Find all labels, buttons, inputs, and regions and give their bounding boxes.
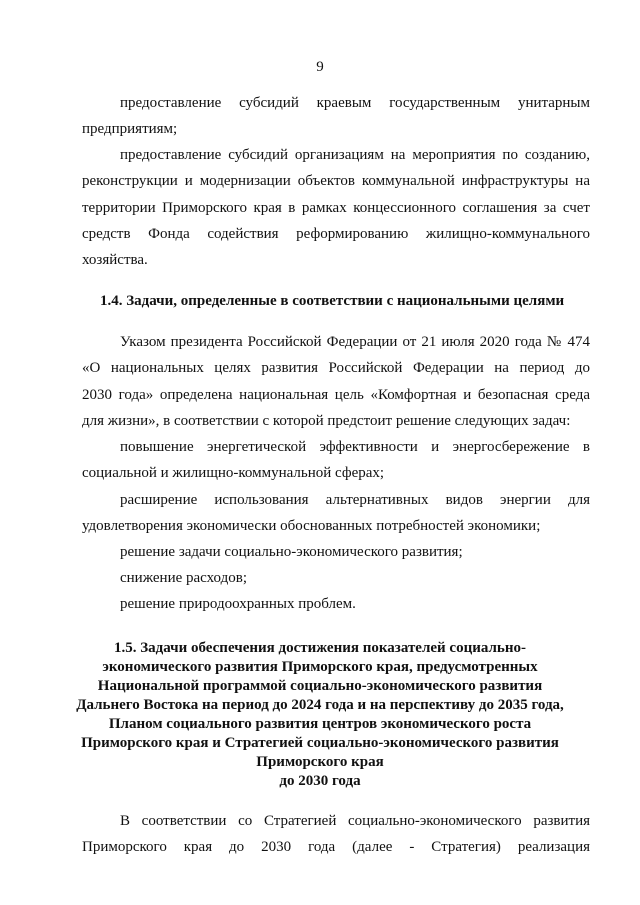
text-line: Приморского края до 2030 года (далее - Стратегия) реализация xyxy=(82,839,590,855)
text-line: В соответствии со Стратегией социально-экономического развития xyxy=(120,813,590,829)
text-line: средств Фонда содействия реформированию жилищно-коммунального xyxy=(82,226,590,242)
section-heading-1-5-line: экономического развития Приморского края, предусмотренных xyxy=(102,659,538,675)
text-line: территории Приморского края в рамках концессионного соглашения за счет xyxy=(82,200,590,216)
list-item: решение задачи социально-экономического развития; xyxy=(120,544,463,560)
section-heading-1-5-line: Национальной программой социально-экономического развития xyxy=(97,678,543,694)
text-line: удовлетворения экономически обоснованных потребностей экономики; xyxy=(82,518,541,534)
text-line: предприятиям; xyxy=(82,121,178,137)
text-line: социальной и жилищно-коммунальной сферах; xyxy=(82,465,385,481)
section-heading-1-5-line: Дальнего Востока на период до 2024 года и на перспективу до 2035 года, xyxy=(76,697,564,713)
section-heading-1-5-line: 1.5. Задачи обеспечения достижения показателей социально- xyxy=(114,640,526,656)
text-line: «О национальных целях развития Российской Федерации на период до xyxy=(82,360,590,376)
list-item: расширение использования альтернативных видов энергии для xyxy=(120,492,590,508)
text-line: 2030 года» определена национальная цель «Комфортная и безопасная среда xyxy=(82,387,590,403)
section-heading-1-5-line: Планом социального развития центров экономического роста xyxy=(108,716,532,732)
text-line: реконструкции и модернизации объектов коммунальной инфраструктуры на xyxy=(82,173,590,189)
list-item: повышение энергетической эффективности и энергосбережение в xyxy=(120,439,590,455)
section-heading-1-4: 1.4. Задачи, определенные в соответствии с национальными целями xyxy=(100,293,565,309)
text-line: предоставление субсидий краевым государственным унитарным xyxy=(120,95,590,111)
section-heading-1-5-line: Приморского края и Стратегией социально-экономического развития xyxy=(81,735,559,751)
section-heading-1-5-line: Приморского края xyxy=(256,754,384,770)
list-item: решение природоохранных проблем. xyxy=(120,596,356,612)
page-number: 9 xyxy=(316,59,324,75)
text-line: хозяйства. xyxy=(82,252,148,268)
list-item: снижение расходов; xyxy=(120,570,247,586)
text-line: предоставление субсидий организациям на мероприятия по созданию, xyxy=(120,147,590,163)
text-line: для жизни», в соответствии с которой предстоит решение следующих задач: xyxy=(82,413,571,429)
text-line: Указом президента Российской Федерации от 21 июля 2020 года № 474 xyxy=(120,334,590,350)
section-heading-1-5-line: до 2030 года xyxy=(279,773,361,789)
